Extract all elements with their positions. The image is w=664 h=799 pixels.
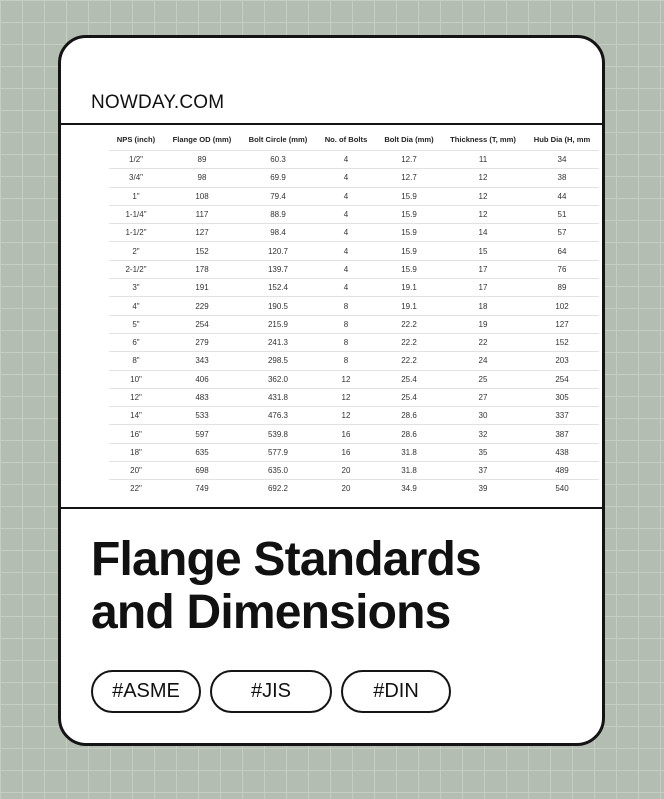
table-cell: 476.3: [241, 407, 315, 425]
table-cell: 577.9: [241, 443, 315, 461]
table-cell: 1": [109, 187, 163, 205]
table-cell: 692.2: [241, 480, 315, 498]
table-cell: 406: [163, 370, 241, 388]
table-row: [109, 407, 599, 425]
table-cell: 8": [109, 352, 163, 370]
table-cell: 254: [163, 315, 241, 333]
table-cell: 22.2: [377, 315, 441, 333]
table-cell: 15.9: [377, 187, 441, 205]
table-cell: 18": [109, 443, 163, 461]
table-cell: 127: [525, 315, 599, 333]
table-cell: 362.0: [241, 370, 315, 388]
table-cell: 540: [525, 480, 599, 498]
table-cell: 15.9: [377, 224, 441, 242]
table-row: [109, 352, 599, 370]
table-cell: 15: [441, 242, 525, 260]
page-title: [91, 533, 481, 639]
table-cell: 108: [163, 187, 241, 205]
table-cell: 12: [315, 407, 377, 425]
table-cell: 635: [163, 443, 241, 461]
table-cell: 152.4: [241, 279, 315, 297]
table-row: [109, 480, 599, 498]
table-cell: 15.9: [377, 205, 441, 223]
table-row: [109, 169, 599, 187]
table-cell: 12: [315, 388, 377, 406]
table-cell: 24: [441, 352, 525, 370]
title-line-2: and Dimensions: [91, 586, 451, 639]
table-cell: 12: [441, 169, 525, 187]
table-cell: 139.7: [241, 260, 315, 278]
table-row: [109, 462, 599, 480]
table-body: [109, 151, 599, 498]
table-cell: 8: [315, 297, 377, 315]
table-cell: 44: [525, 187, 599, 205]
table-cell: 539.8: [241, 425, 315, 443]
table-cell: 203: [525, 352, 599, 370]
table-cell: 4: [315, 224, 377, 242]
table-cell: 4: [315, 205, 377, 223]
table-row: [109, 279, 599, 297]
table-cell: 12.7: [377, 151, 441, 169]
table-cell: 635.0: [241, 462, 315, 480]
table-row: [109, 205, 599, 223]
table-cell: 178: [163, 260, 241, 278]
table-cell: 2": [109, 242, 163, 260]
table-cell: 10": [109, 370, 163, 388]
table-cell: 69.9: [241, 169, 315, 187]
table-cell: 698: [163, 462, 241, 480]
table-cell: 20: [315, 480, 377, 498]
table-cell: 4: [315, 169, 377, 187]
column-header: Thickness (T, mm): [450, 134, 516, 144]
column-header: Bolt Circle (mm): [248, 134, 308, 144]
table-cell: 38: [525, 169, 599, 187]
table-cell: 8: [315, 352, 377, 370]
table-cell: 343: [163, 352, 241, 370]
table-cell: 25.4: [377, 370, 441, 388]
table-cell: 35: [441, 443, 525, 461]
table-cell: 22.2: [377, 333, 441, 351]
table-cell: 191: [163, 279, 241, 297]
table-cell: 98.4: [241, 224, 315, 242]
table-cell: 1-1/4": [109, 205, 163, 223]
table-cell: 20: [315, 462, 377, 480]
table-cell: 12": [109, 388, 163, 406]
table-header-row: [109, 128, 599, 151]
table-cell: 4: [315, 151, 377, 169]
tag-asme[interactable]: #ASME: [91, 670, 201, 713]
table-cell: 37: [441, 462, 525, 480]
tag-list: [91, 670, 451, 713]
table-cell: 89: [163, 151, 241, 169]
table-cell: 22": [109, 480, 163, 498]
table-cell: 120.7: [241, 242, 315, 260]
table-cell: 88.9: [241, 205, 315, 223]
column-header: Bolt Dia (mm): [384, 134, 434, 144]
table-cell: 20": [109, 462, 163, 480]
table-cell: 19: [441, 315, 525, 333]
table-cell: 12: [441, 205, 525, 223]
table-cell: 89: [525, 279, 599, 297]
article-card: [58, 35, 605, 746]
table-cell: 28.6: [377, 407, 441, 425]
table-cell: 19.1: [377, 297, 441, 315]
table-row: [109, 388, 599, 406]
table-cell: 127: [163, 224, 241, 242]
table-cell: 190.5: [241, 297, 315, 315]
table-cell: 27: [441, 388, 525, 406]
table-cell: 4: [315, 187, 377, 205]
flange-dimensions-table: [109, 128, 599, 498]
table-cell: 98: [163, 169, 241, 187]
table-cell: 749: [163, 480, 241, 498]
table-cell: 254: [525, 370, 599, 388]
table-cell: 34: [525, 151, 599, 169]
table-row: [109, 370, 599, 388]
column-header: Flange OD (mm): [172, 134, 232, 144]
table-cell: 229: [163, 297, 241, 315]
column-header: NPS (inch): [116, 134, 156, 144]
table-cell: 241.3: [241, 333, 315, 351]
tag-jis[interactable]: #JIS: [210, 670, 332, 713]
site-brand[interactable]: NOWDAY.COM: [91, 92, 225, 113]
table-cell: 489: [525, 462, 599, 480]
tag-din[interactable]: #DIN: [341, 670, 451, 713]
table-cell: 25: [441, 370, 525, 388]
table-cell: 57: [525, 224, 599, 242]
table-row: [109, 443, 599, 461]
table-cell: 16": [109, 425, 163, 443]
table-row: [109, 242, 599, 260]
table-cell: 17: [441, 279, 525, 297]
table-cell: 15.9: [377, 260, 441, 278]
table-row: [109, 260, 599, 278]
table-cell: 533: [163, 407, 241, 425]
table-cell: 14": [109, 407, 163, 425]
table-row: [109, 224, 599, 242]
table-cell: 337: [525, 407, 599, 425]
table-cell: 3": [109, 279, 163, 297]
bottom-divider: [61, 507, 602, 509]
table-cell: 117: [163, 205, 241, 223]
table-cell: 22.2: [377, 352, 441, 370]
table-cell: 431.8: [241, 388, 315, 406]
table-cell: 4: [315, 279, 377, 297]
table-cell: 60.3: [241, 151, 315, 169]
table-cell: 15.9: [377, 242, 441, 260]
flange-table-image: [109, 128, 591, 500]
table-cell: 34.9: [377, 480, 441, 498]
table-row: [109, 425, 599, 443]
table-cell: 12.7: [377, 169, 441, 187]
table-cell: 18: [441, 297, 525, 315]
table-row: [109, 151, 599, 169]
table-cell: 4: [315, 260, 377, 278]
table-cell: 152: [525, 333, 599, 351]
table-cell: 4: [315, 242, 377, 260]
table-cell: 152: [163, 242, 241, 260]
table-cell: 1/2": [109, 151, 163, 169]
table-cell: 16: [315, 443, 377, 461]
table-cell: 14: [441, 224, 525, 242]
table-cell: 387: [525, 425, 599, 443]
table-cell: 79.4: [241, 187, 315, 205]
table-cell: 8: [315, 333, 377, 351]
table-cell: 32: [441, 425, 525, 443]
column-header: Hub Dia (H, mm: [533, 134, 591, 144]
table-cell: 215.9: [241, 315, 315, 333]
table-cell: 6": [109, 333, 163, 351]
table-cell: 76: [525, 260, 599, 278]
table-cell: 3/4": [109, 169, 163, 187]
table-cell: 12: [315, 370, 377, 388]
table-cell: 25.4: [377, 388, 441, 406]
title-line-1: Flange Standards: [91, 533, 481, 586]
table-cell: 5": [109, 315, 163, 333]
table-cell: 8: [315, 315, 377, 333]
table-cell: 51: [525, 205, 599, 223]
table-cell: 64: [525, 242, 599, 260]
table-row: [109, 333, 599, 351]
table-cell: 31.8: [377, 443, 441, 461]
table-cell: 12: [441, 187, 525, 205]
table-cell: 31.8: [377, 462, 441, 480]
table-cell: 28.6: [377, 425, 441, 443]
table-cell: 19.1: [377, 279, 441, 297]
table-cell: 17: [441, 260, 525, 278]
table-row: [109, 315, 599, 333]
column-header: No. of Bolts: [324, 134, 368, 144]
table-cell: 279: [163, 333, 241, 351]
table-cell: 102: [525, 297, 599, 315]
table-cell: 11: [441, 151, 525, 169]
table-cell: 483: [163, 388, 241, 406]
table-cell: 597: [163, 425, 241, 443]
table-cell: 305: [525, 388, 599, 406]
table-cell: 16: [315, 425, 377, 443]
table-cell: 4": [109, 297, 163, 315]
table-cell: 438: [525, 443, 599, 461]
table-cell: 298.5: [241, 352, 315, 370]
table-row: [109, 297, 599, 315]
top-divider: [61, 123, 602, 125]
table-cell: 1-1/2": [109, 224, 163, 242]
table-cell: 2-1/2": [109, 260, 163, 278]
table-cell: 22: [441, 333, 525, 351]
table-cell: 30: [441, 407, 525, 425]
table-row: [109, 187, 599, 205]
table-cell: 39: [441, 480, 525, 498]
